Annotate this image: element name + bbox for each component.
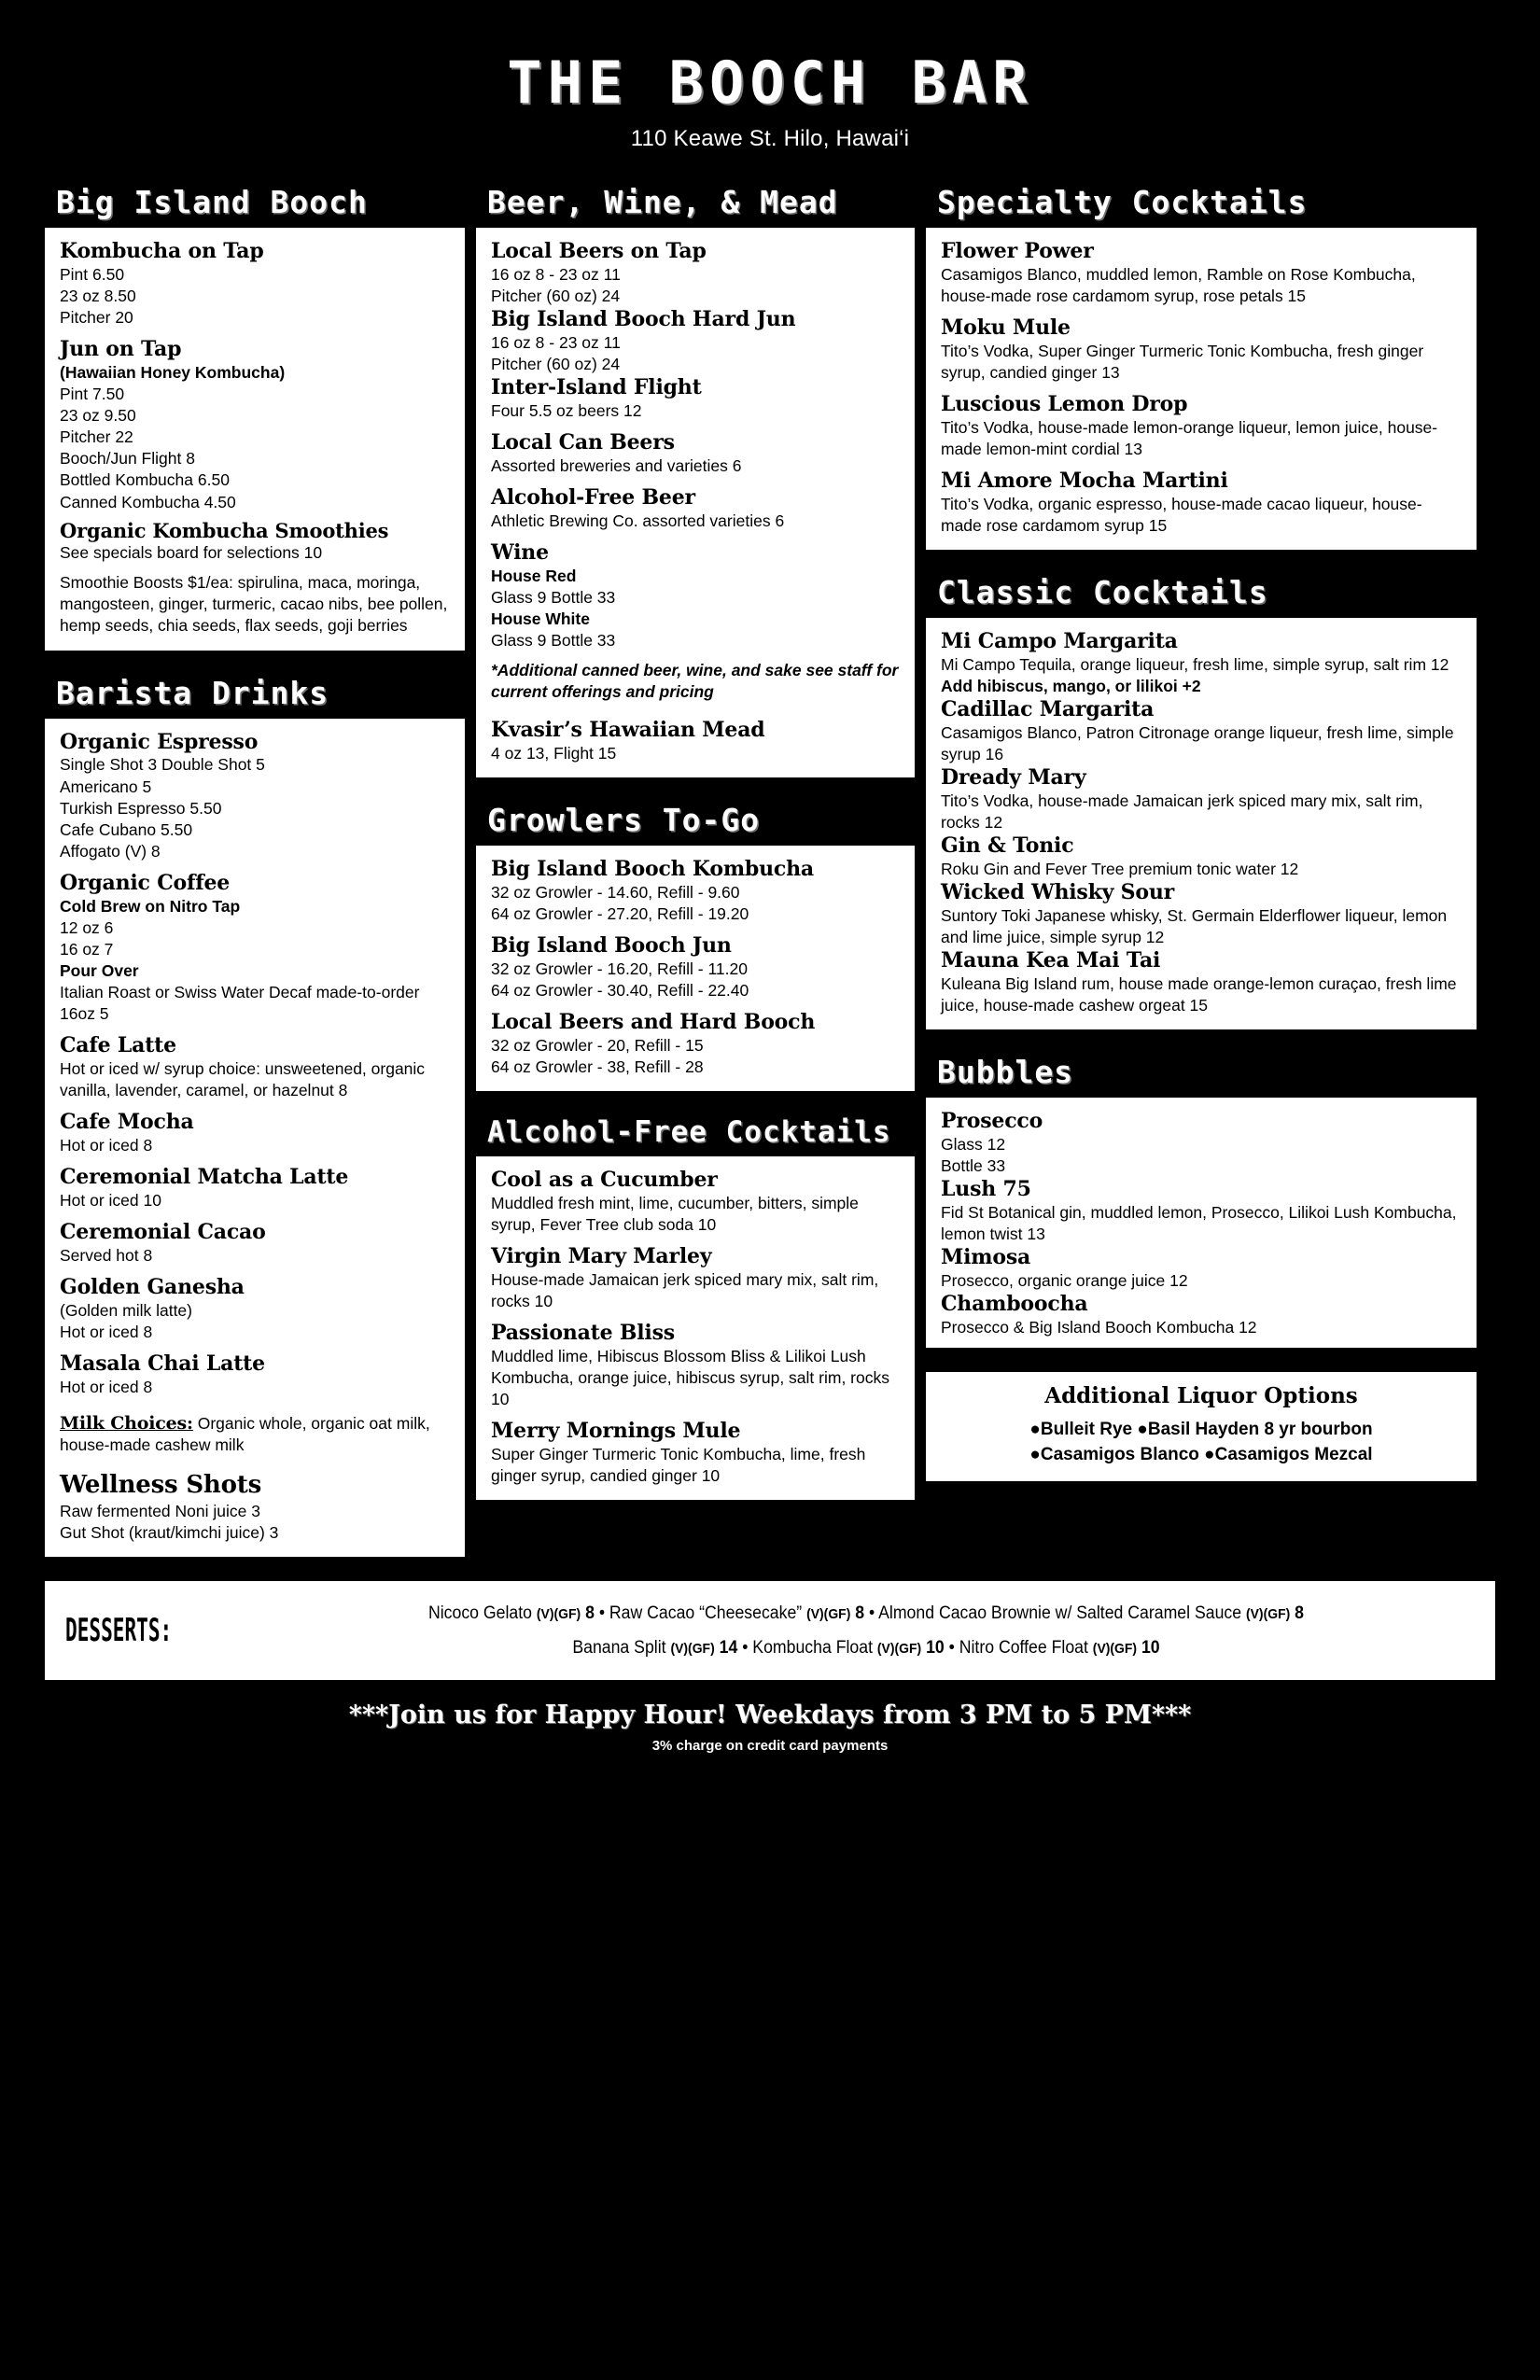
price-line: 12 oz 6 — [60, 917, 114, 937]
item-luscious-lemon-drop: Luscious Lemon Drop — [941, 392, 1188, 417]
menu-item — [491, 1244, 900, 1312]
item-description: Super Ginger Turmeric Tonic Kombucha, lime, fresh ginger syrup, candied ginger 10 — [491, 1445, 866, 1486]
price-line: 23 oz 8.50 — [60, 286, 136, 305]
menu-item — [491, 1010, 900, 1078]
price-line: Bottle 33 — [941, 1155, 1006, 1175]
price-line: Pitcher (60 oz) 24 — [491, 286, 621, 305]
menu-item — [491, 375, 900, 422]
liquor-options-title: Additional Liquor Options — [1044, 1382, 1358, 1408]
price-line: Glass 9 Bottle 33 — [491, 630, 616, 650]
price-line: 16 oz 8 - 23 oz 11 — [491, 332, 621, 352]
section-heading-big-island-booch: Big Island Booch — [56, 184, 368, 220]
menu-item — [941, 880, 1462, 948]
price-line: Pitcher 20 — [60, 308, 133, 328]
item-cool-as-a-cucumber: Cool as a Cucumber — [491, 1168, 718, 1193]
item-inter-island-flight: Inter-Island Flight — [491, 375, 702, 400]
item-kvasirs-hawaiian-mead: Kvasir’s Hawaiian Mead — [491, 718, 765, 743]
menu-item — [491, 1419, 900, 1487]
section-heading-specialty-cocktails: Specialty Cocktails — [937, 184, 1308, 220]
price-line: Bottled Kombucha 6.50 — [60, 470, 230, 490]
price-line: 16 oz 8 - 23 oz 11 — [491, 264, 621, 284]
milk-choices — [60, 1413, 450, 1456]
item-description: Tito’s Vodka, house-made Jamaican jerk spiced mary mix, salt rim, rocks 12 — [941, 791, 1423, 833]
menu-item — [941, 697, 1462, 765]
menu-item — [60, 1275, 450, 1343]
item-description: House-made Jamaican jerk spiced mary mix, salt rim, rocks 10 — [491, 1270, 879, 1311]
column-left — [45, 184, 465, 1581]
column-middle — [476, 184, 915, 1524]
menu-item — [941, 392, 1462, 460]
menu-item — [941, 1109, 1462, 1177]
item-alcohol-free-beer: Alcohol-Free Beer — [491, 484, 695, 510]
item-description: Muddled lime, Hibiscus Blossom Bliss & Lilikoi Lush Kombucha, orange juice, hibiscus syrup, salt rim, rocks 10 — [491, 1347, 889, 1409]
price-line: Cafe Cubano 5.50 — [60, 819, 193, 839]
menu-item — [491, 1168, 900, 1236]
menu-item — [941, 1292, 1462, 1338]
item-description: Casamigos Blanco, muddled lemon, Ramble on Rose Kombucha, house-made rose cardamom syrup, rose petals 15 — [941, 264, 1416, 305]
item-masala-chai-latte: Masala Chai Latte — [60, 1351, 265, 1377]
card-big-island-booch — [45, 228, 465, 651]
price-line: 4 oz 13, Flight 15 — [491, 744, 617, 763]
price-line: Pint 6.50 — [60, 264, 125, 284]
item-ceremonial-matcha-latte: Ceremonial Matcha Latte — [60, 1165, 349, 1190]
price-line: 16 oz 7 — [60, 939, 114, 959]
footer — [0, 1680, 1540, 1754]
price-line: Served hot 8 — [60, 1245, 153, 1265]
desserts-lines — [258, 1596, 1475, 1665]
item-kombucha-on-tap: Kombucha on Tap — [60, 239, 264, 263]
price-line: Affogato (V) 8 — [60, 841, 161, 861]
item-addon: Add hibiscus, mango, or lilikoi +2 — [941, 676, 1201, 695]
price-line: Hot or iced 8 — [60, 1136, 153, 1155]
card-bubbles — [926, 1098, 1477, 1348]
item-organic-kombucha-smoothies: Organic Kombucha Smoothies — [60, 518, 389, 542]
price-line: 64 oz Growler - 38, Refill - 28 — [491, 1057, 704, 1077]
smoothies-desc: See specials board for selections 10 — [60, 543, 323, 563]
item-growler-big-island-booch-kombucha: Big Island Booch Kombucha — [491, 857, 814, 882]
section-heading-barista-drinks: Barista Drinks — [56, 674, 329, 711]
item-local-can-beers: Local Can Beers — [491, 429, 675, 455]
item-gin-and-tonic: Gin & Tonic — [941, 833, 1074, 859]
item-description: Muddled fresh mint, lime, cucumber, bitters, simple syrup, Fever Tree club soda 10 — [491, 1193, 859, 1235]
beer-wine-note: *Additional canned beer, wine, and sake see staff for current offerings and pricing — [491, 661, 899, 702]
menu-item — [491, 933, 900, 1001]
item-wicked-whisky-sour: Wicked Whisky Sour — [941, 880, 1175, 905]
menu-item — [60, 730, 450, 862]
additional-liquor-options-box — [926, 1372, 1477, 1481]
masthead — [0, 0, 1540, 152]
item-big-island-booch-hard-jun: Big Island Booch Hard Jun — [491, 307, 796, 332]
price-line: Cold Brew on Nitro Tap — [60, 896, 241, 916]
item-wellness-shots: Wellness Shots — [60, 1471, 262, 1500]
milk-choices-label: Milk Choices: — [60, 1412, 193, 1434]
item-mauna-kea-mai-tai: Mauna Kea Mai Tai — [941, 948, 1161, 973]
desserts-label: DESSERTS: — [65, 1612, 173, 1650]
section-heading-alcohol-free-cocktails: Alcohol-Free Cocktails — [487, 1115, 891, 1150]
menu-item — [491, 307, 900, 375]
price-line: House Red — [491, 566, 577, 585]
item-moku-mule: Moku Mule — [941, 315, 1071, 341]
price-line: Glass 9 Bottle 33 — [491, 587, 616, 607]
section-heading-growlers-to-go: Growlers To-Go — [487, 802, 761, 839]
menu-item — [491, 430, 900, 477]
menu-item — [941, 629, 1462, 697]
jun-subtitle: (Hawaiian Honey Kombucha) — [60, 362, 286, 382]
item-description: Tito’s Vodka, house-made lemon-orange liqueur, lemon juice, house-made lemon-mint cordial 13 — [941, 417, 1438, 458]
menu-item — [941, 833, 1462, 880]
card-specialty-cocktails — [926, 228, 1477, 550]
price-line: Assorted breweries and varieties 6 — [491, 455, 742, 475]
price-line: 32 oz Growler - 16.20, Refill - 11.20 — [491, 959, 748, 978]
happy-hour-banner: ***Join us for Happy Hour! Weekdays from 3 PM to 5 PM*** — [348, 1701, 1192, 1730]
section-heading-classic-cocktails: Classic Cocktails — [937, 574, 1268, 611]
liquor-options-line-2: ●Casamigos Blanco ●Casamigos Mezcal — [1029, 1445, 1373, 1465]
menu-item — [941, 239, 1462, 307]
item-cafe-latte: Cafe Latte — [60, 1033, 176, 1058]
menu-columns — [0, 152, 1540, 1581]
price-line: Raw fermented Noni juice 3 — [60, 1501, 260, 1520]
menu-item — [491, 857, 900, 925]
menu-item — [941, 1177, 1462, 1245]
menu-item — [60, 1220, 450, 1267]
price-line: 64 oz Growler - 27.20, Refill - 19.20 — [491, 904, 749, 924]
price-line: Pour Over — [60, 960, 139, 980]
menu-item — [60, 871, 450, 1025]
item-cafe-mocha: Cafe Mocha — [60, 1110, 194, 1135]
price-line: Glass 12 — [941, 1134, 1006, 1154]
desserts-box — [45, 1581, 1495, 1680]
price-line: Hot or iced w/ syrup choice: unsweetened, organic vanilla, lavender, caramel, or hazelnut 8 — [60, 1059, 426, 1100]
item-golden-ganesha: Golden Ganesha — [60, 1275, 245, 1300]
price-line: Four 5.5 oz beers 12 — [491, 400, 642, 420]
item-dready-mary: Dready Mary — [941, 765, 1086, 791]
price-line: 23 oz 9.50 — [60, 406, 136, 426]
column-right — [926, 184, 1477, 1481]
price-line: 64 oz Growler - 30.40, Refill - 22.40 — [491, 981, 749, 1001]
menu-item — [491, 485, 900, 532]
price-line: Pint 7.50 — [60, 385, 125, 404]
price-line: Booch/Jun Flight 8 — [60, 449, 195, 469]
item-description: Tito’s Vodka, Super Ginger Turmeric Tonic Kombucha, fresh ginger syrup, candied ginger 13 — [941, 341, 1424, 382]
address-line: 110 Keawe St. Hilo, Hawai‘i — [630, 126, 910, 151]
menu-item — [491, 239, 900, 307]
item-description: Suntory Toki Japanese whisky, St. Germain Elderflower liqueur, lemon and lime juice, simple syrup 12 — [941, 905, 1448, 946]
item-description: Casamigos Blanco, Patron Citronage orange liqueur, fresh lime, simple syrup 16 — [941, 722, 1454, 763]
menu-item — [941, 765, 1462, 833]
item-description: Roku Gin and Fever Tree premium tonic water 12 — [941, 859, 1299, 878]
section-heading-beer-wine-mead: Beer, Wine, & Mead — [487, 184, 838, 220]
item-mi-campo-margarita: Mi Campo Margarita — [941, 629, 1178, 654]
item-description: Mi Campo Tequila, orange liqueur, fresh lime, simple syrup, salt rim 12 — [941, 654, 1449, 674]
menu-item — [60, 1351, 450, 1398]
desserts-line-2: Banana Split (V)(GF) 14 • Kombucha Float (V)(GF) 10 • Nitro Coffee Float (V)(GF) 10 — [572, 1638, 1160, 1659]
item-virgin-mary-marley: Virgin Mary Marley — [491, 1244, 712, 1269]
item-chamboocha: Chamboocha — [941, 1292, 1088, 1317]
liquor-options-line-1: ●Bulleit Rye ●Basil Hayden 8 yr bourbon — [1029, 1419, 1373, 1439]
menu-item — [60, 1165, 450, 1211]
item-merry-mornings-mule: Merry Mornings Mule — [491, 1419, 741, 1444]
smoothie-boosts: Smoothie Boosts $1/ea: spirulina, maca, moringa, mangosteen, ginger, turmeric, cacao nibs, bee pollen, hemp seeds, chia seeds, flax seeds, goji berries — [60, 573, 448, 636]
card-classic-cocktails — [926, 618, 1477, 1029]
card-growlers-to-go — [476, 846, 915, 1091]
menu-item — [491, 1321, 900, 1410]
menu-item — [941, 469, 1462, 537]
item-description: Fid St Botanical gin, muddled lemon, Prosecco, Lilikoi Lush Kombucha, lemon twist 13 — [941, 1202, 1457, 1243]
item-organic-espresso: Organic Espresso — [60, 729, 259, 754]
price-line: House White — [491, 609, 590, 628]
item-cadillac-margarita: Cadillac Margarita — [941, 697, 1155, 722]
menu-item — [60, 1110, 450, 1156]
price-line: Single Shot 3 Double Shot 5 — [60, 755, 265, 775]
item-lush-75: Lush 75 — [941, 1177, 1031, 1202]
card-alcohol-free-cocktails — [476, 1156, 915, 1500]
item-local-beers-on-tap: Local Beers on Tap — [491, 239, 707, 263]
item-flower-power: Flower Power — [941, 239, 1094, 263]
item-wine: Wine — [491, 539, 549, 565]
item-jun-on-tap: Jun on Tap — [60, 337, 182, 362]
item-organic-coffee: Organic Coffee — [60, 870, 231, 895]
price-line: Pitcher (60 oz) 24 — [491, 354, 621, 373]
item-description: Tito’s Vodka, organic espresso, house-made cacao liqueur, house-made rose cardamom syrup 15 — [941, 494, 1422, 535]
item-description: Kuleana Big Island rum, house made orange-lemon curaçao, fresh lime juice, house-made cashew orgeat 15 — [941, 973, 1457, 1015]
item-mi-amore-mocha-martini: Mi Amore Mocha Martini — [941, 469, 1228, 494]
price-line: Hot or iced 8 — [60, 1322, 153, 1341]
item-description: Prosecco & Big Island Booch Kombucha 12 — [941, 1317, 1257, 1337]
item-prosecco: Prosecco — [941, 1109, 1043, 1134]
menu-item — [941, 948, 1462, 1016]
price-line: Italian Roast or Swiss Water Decaf made-to-order 16oz 5 — [60, 983, 420, 1024]
price-line: (Golden milk latte) — [60, 1300, 192, 1320]
item-description: Prosecco, organic orange juice 12 — [941, 1270, 1188, 1290]
item-passionate-bliss: Passionate Bliss — [491, 1321, 675, 1346]
menu-item — [491, 540, 900, 651]
menu-item — [60, 1033, 450, 1101]
price-line: 32 oz Growler - 14.60, Refill - 9.60 — [491, 882, 740, 902]
price-line: Athletic Brewing Co. assorted varieties 6 — [491, 511, 785, 530]
item-growler-local-beers-hard-booch: Local Beers and Hard Booch — [491, 1010, 816, 1035]
milk-choices-text: Organic whole, organic oat milk, house-made cashew milk — [60, 1413, 430, 1455]
price-line: Gut Shot (kraut/kimchi juice) 3 — [60, 1523, 279, 1543]
price-line: Hot or iced 8 — [60, 1377, 153, 1396]
price-line: 32 oz Growler - 20, Refill - 15 — [491, 1035, 704, 1055]
item-growler-big-island-booch-jun: Big Island Booch Jun — [491, 933, 732, 959]
price-line: Canned Kombucha 4.50 — [60, 492, 236, 511]
credit-card-fineprint: 3% charge on credit card payments — [651, 1738, 889, 1755]
menu-item — [941, 315, 1462, 384]
item-ceremonial-cacao: Ceremonial Cacao — [60, 1220, 266, 1245]
price-line: Hot or iced 10 — [60, 1191, 161, 1211]
card-barista-drinks — [45, 719, 465, 1558]
card-beer-wine-mead — [476, 228, 915, 777]
item-mimosa: Mimosa — [941, 1245, 1031, 1270]
section-heading-bubbles: Bubbles — [937, 1054, 1074, 1091]
price-line: Pitcher 22 — [60, 427, 133, 447]
menu-item — [941, 1245, 1462, 1292]
price-line: Turkish Espresso 5.50 — [60, 798, 222, 818]
price-line: Americano 5 — [60, 777, 152, 796]
page-title: THE BOOCH BAR — [507, 49, 1033, 117]
desserts-line-1: Nicoco Gelato (V)(GF) 8 • Raw Cacao “Cheesecake” (V)(GF) 8 • Almond Cacao Brownie w/ Salted Caramel Sauce (V)(GF) 8 — [427, 1603, 1304, 1624]
